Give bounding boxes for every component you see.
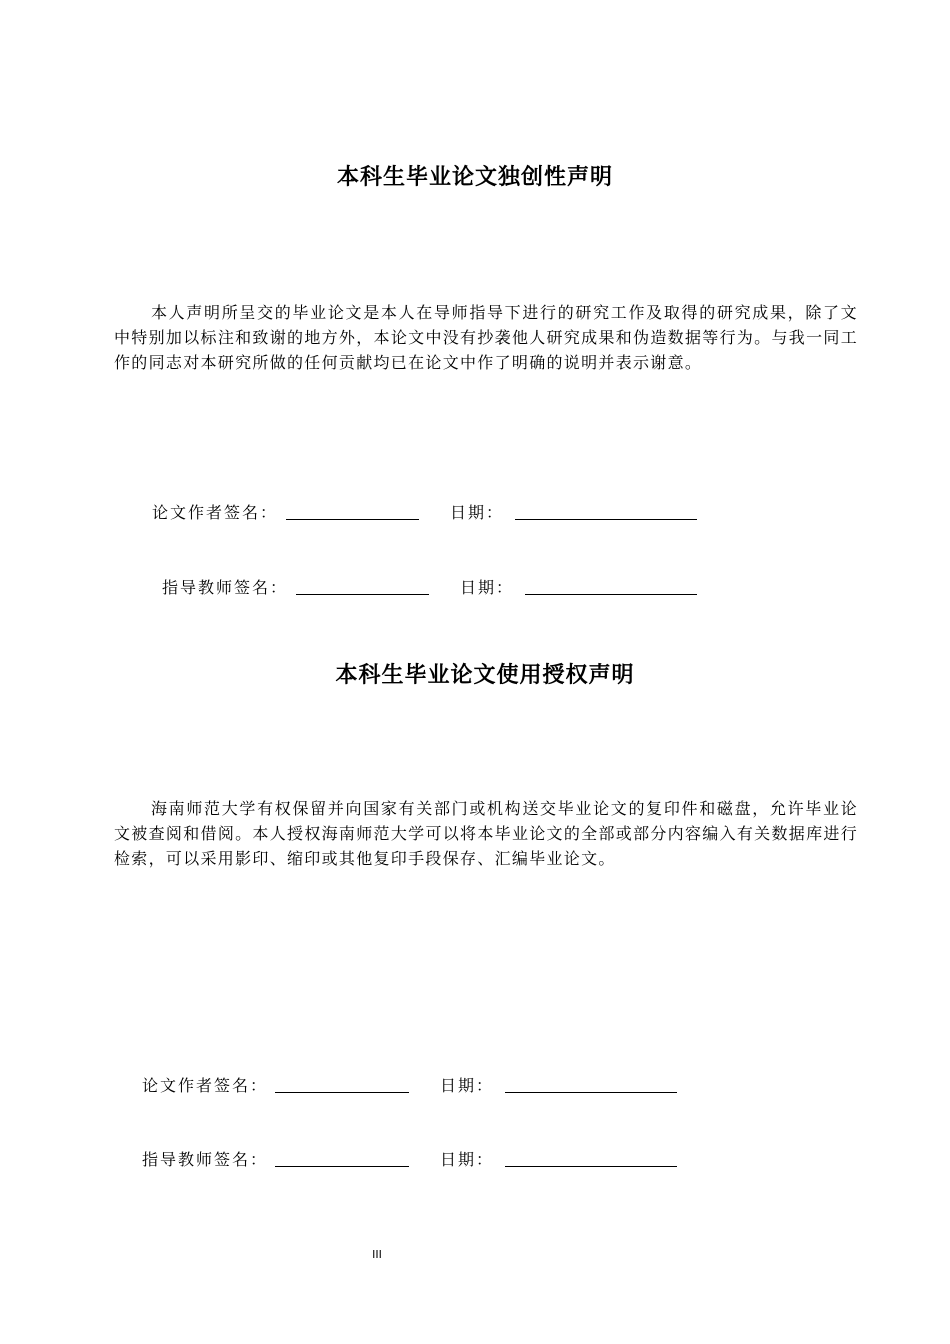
originality-paragraph: 本人声明所呈交的毕业论文是本人在导师指导下进行的研究工作及取得的研究成果，除了文中特别加以标注和致谢的地方外，本论文中没有抄袭他人研究成果和伪造数据等行为。与我一同工作的同志对本研究所做的任何贡献均已在论文中作了明确的说明并表示谢意。 bbox=[114, 303, 858, 372]
author-sign-label: 论文作者签名： bbox=[142, 1076, 269, 1095]
originality-title: 本科生毕业论文独创性声明 bbox=[336, 165, 613, 190]
date-label: 日期： bbox=[450, 503, 505, 522]
date-line bbox=[505, 1166, 677, 1167]
advisor-sign-label: 指导教师签名： bbox=[142, 1150, 269, 1169]
date-label: 日期： bbox=[460, 578, 515, 597]
author-sign-label: 论文作者签名： bbox=[152, 503, 279, 522]
date-label: 日期： bbox=[440, 1150, 495, 1169]
page-number: III bbox=[372, 1248, 382, 1261]
authorization-title: 本科生毕业论文使用授权声明 bbox=[335, 663, 635, 688]
date-label: 日期： bbox=[440, 1076, 495, 1095]
author-sign-line bbox=[275, 1092, 409, 1093]
date-line bbox=[525, 594, 697, 595]
authorization-advisor-sign-row bbox=[0, 1147, 950, 1171]
originality-author-sign-row bbox=[0, 500, 950, 524]
authorization-paragraph: 海南师范大学有权保留并向国家有关部门或机构送交毕业论文的复印件和磁盘，允许毕业论文被查阅和借阅。本人授权海南师范大学可以将本毕业论文的全部或部分内容编入有关数据库进行检索，可以采用影印、缩印或其他复印手段保存、汇编毕业论文。 bbox=[114, 799, 858, 868]
advisor-sign-label: 指导教师签名： bbox=[162, 578, 289, 597]
author-sign-line bbox=[286, 519, 419, 520]
advisor-sign-line bbox=[296, 594, 429, 595]
date-line bbox=[515, 519, 697, 520]
date-line bbox=[505, 1092, 677, 1093]
authorization-author-sign-row bbox=[0, 1073, 950, 1097]
originality-advisor-sign-row bbox=[0, 575, 950, 599]
advisor-sign-line bbox=[275, 1166, 409, 1167]
